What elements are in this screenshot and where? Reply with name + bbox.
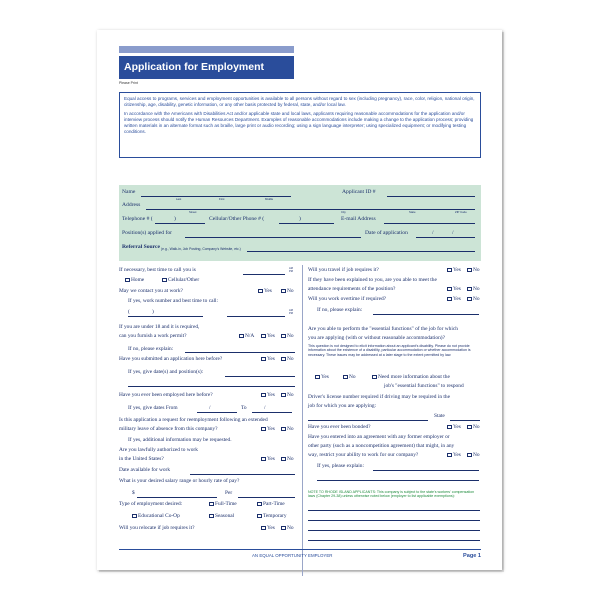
permit-explain-field[interactable]	[185, 352, 295, 353]
title-accent-band	[119, 46, 294, 53]
application-form-page	[97, 30, 502, 570]
relocate-no-checkbox[interactable]	[281, 526, 286, 530]
seasonal-checkbox[interactable]	[209, 514, 214, 518]
license-label-1: Driver's license number required if driving may be required in the	[308, 394, 450, 400]
employed-yes-checkbox[interactable]	[261, 393, 266, 397]
submitted-no[interactable]	[281, 356, 294, 362]
lawfully-no[interactable]	[281, 456, 294, 462]
work-number-open-paren: (	[128, 309, 130, 315]
home-label: Home	[131, 277, 145, 283]
state-label: State	[409, 210, 416, 214]
eeo-paragraph-2: In accordance with the Americans with Disabilities Act and/or applicable state and local laws, applicants requiring reasonable accommodations for the application and/or interview process should notify the Human Resources Department. Examples of reasonable accommodations include making a change to the application process; providing written materials in an alternate format such as braille, large print or audio recording; using a sign language interpreter; using specialized equipment; or modifying testing conditions.	[124, 111, 474, 134]
date-app-slash-2: /	[452, 230, 454, 236]
full-time-label: Full-Time	[215, 501, 237, 507]
lawfully-label-2: in the United States?	[119, 456, 164, 462]
employed-no[interactable]	[281, 392, 294, 398]
to-label: To	[241, 405, 247, 411]
work-time-field[interactable]	[227, 316, 285, 317]
full-time-option[interactable]	[209, 501, 237, 507]
ri-exemptions-field-2[interactable]	[308, 520, 480, 521]
no-label: No	[473, 424, 480, 430]
lawfully-yes-checkbox[interactable]	[261, 457, 266, 461]
leave-label-2: military leave of absence from this company?	[119, 426, 218, 432]
yes-label: Yes	[321, 374, 329, 380]
lawfully-yes[interactable]	[261, 456, 275, 462]
eeo-paragraph-1: Equal access to programs, services and employment opportunities is available to all persons without regard to sex (including pregnancy), race, color, religion, national origin, citizenship, age, disability, genetic information, or any other basis protected by federal, state, and/or local law.	[124, 96, 475, 107]
type-emp-label: Type of employment desired:	[119, 501, 183, 507]
noncompete-label-1: Have you entered into an agreement with any former employer or	[308, 434, 450, 440]
travel-yes[interactable]	[447, 267, 461, 273]
essential-note: This question is not designed to elicit information about an applicant's disability. Please do not provide information about the existence of a disability, particular accommodation or whether accommodation is necessary. These issues may be addressed at a later stage to the extent permitted by law.	[308, 344, 471, 357]
employed-yes[interactable]	[261, 392, 275, 398]
pm-label: PM	[289, 270, 293, 273]
date-avail-field[interactable]	[190, 474, 295, 475]
additional-info-label: If yes, additional information may be requested.	[128, 437, 232, 443]
permit-yes[interactable]	[261, 333, 275, 339]
license-state-field[interactable]	[450, 420, 480, 421]
date-avail-label: Date available for work	[119, 467, 171, 473]
overtime-no[interactable]	[467, 296, 480, 302]
form-title: Application for Employment	[119, 56, 294, 79]
employed-label: Have you ever been employed here before?	[119, 392, 213, 398]
essential-label-2: you are applying (with or without reasonable accommodation)?	[308, 335, 445, 341]
no-label: No	[287, 356, 294, 362]
telephone-field[interactable]	[155, 223, 205, 224]
salary-label: What is your desired salary range or hourly rate of pay?	[119, 478, 240, 484]
no-label: No	[473, 452, 480, 458]
bonded-no-checkbox[interactable]	[467, 425, 472, 429]
no-label: No	[473, 296, 480, 302]
work-number-field[interactable]	[128, 316, 203, 317]
attendance-yes-checkbox[interactable]	[447, 287, 452, 291]
page-number: Page 1	[463, 553, 482, 559]
employed-to-field[interactable]	[252, 412, 292, 413]
noncompete-yes[interactable]	[447, 452, 461, 458]
part-time-label: Part-Time	[263, 501, 285, 507]
bonded-no[interactable]	[467, 424, 480, 430]
yes-label: Yes	[453, 296, 461, 302]
noncompete-no-checkbox[interactable]	[467, 453, 472, 457]
attendance-yes[interactable]	[447, 286, 461, 292]
per-field[interactable]	[238, 497, 295, 498]
zip-label: ZIP Code	[455, 210, 467, 214]
work-time-ampm: AM PM	[289, 309, 293, 315]
overtime-explain-label: If no, please explain:	[317, 307, 363, 313]
noncompete-explain-label: If yes, please explain:	[317, 463, 364, 469]
overtime-yes[interactable]	[447, 296, 461, 302]
permit-no-checkbox[interactable]	[281, 334, 286, 338]
yes-label: Yes	[267, 456, 275, 462]
home-option[interactable]	[125, 277, 144, 283]
essential-label-1: Are you able to perform the "essential functions" of the job for which	[308, 326, 458, 332]
best-time-ampm	[289, 267, 293, 273]
please-print-note: Please Print	[119, 81, 138, 85]
referral-hint: (e.g., Walk-in, Job Posting, Company's Website, etc.)	[161, 247, 241, 251]
cell-label: Cellular/Other Phone # (	[209, 216, 265, 222]
first-label: First	[219, 197, 225, 201]
work-number-label: If yes, work number and best time to call:	[128, 298, 218, 304]
yes-label: Yes	[267, 333, 275, 339]
per-label: Per	[225, 490, 233, 496]
to-slash: /	[264, 405, 266, 411]
essential-no-checkbox[interactable]	[343, 375, 348, 379]
overtime-label: Will you work overtime if required?	[308, 296, 387, 302]
permit-na-checkbox[interactable]	[239, 334, 244, 338]
need-more-label-2: job's "essential functions" to respond	[384, 383, 464, 389]
no-label: No	[287, 288, 294, 294]
part-time-option[interactable]	[257, 501, 285, 507]
permit-yes-checkbox[interactable]	[261, 334, 266, 338]
position-field[interactable]	[185, 237, 361, 238]
eeo-statement-box	[119, 92, 481, 158]
yes-label: Yes	[264, 288, 272, 294]
overtime-yes-checkbox[interactable]	[447, 297, 452, 301]
need-more-option[interactable]	[372, 374, 450, 380]
coop-label: Educational Co-Op	[138, 513, 180, 519]
am-label: AM	[289, 267, 293, 270]
cellular-checkbox[interactable]	[162, 278, 167, 282]
noncompete-explain-field-1[interactable]	[373, 470, 479, 471]
travel-yes-checkbox[interactable]	[447, 268, 452, 272]
attendance-label-1: If they have been explained to you, are you able to meet the	[308, 277, 437, 283]
last-label: Last	[176, 197, 182, 201]
city-label: City	[341, 210, 346, 214]
coop-option[interactable]	[132, 513, 180, 519]
yes-label: Yes	[267, 392, 275, 398]
applicant-id-label: Applicant ID #	[342, 189, 376, 195]
noncompete-explain-field-2[interactable]	[317, 480, 479, 481]
submitted-dates-field[interactable]	[225, 376, 295, 377]
contact-work-yes[interactable]	[258, 288, 272, 294]
salary-field[interactable]	[137, 497, 217, 498]
no-label: No	[287, 426, 294, 432]
overtime-explain-field[interactable]	[373, 314, 479, 315]
noncompete-no[interactable]	[467, 452, 480, 458]
from-slash: /	[209, 405, 211, 411]
middle-label: Middle	[265, 197, 274, 201]
cell-close-paren: )	[299, 216, 301, 222]
submitted-label: Have you submitted an application here before?	[119, 356, 223, 362]
full-time-checkbox[interactable]	[209, 502, 214, 506]
under18-label: If you are under 18 and it is required,	[119, 324, 200, 330]
license-state-label: State	[434, 413, 445, 419]
permit-explain-label: If no, please explain:	[128, 346, 174, 352]
cellular-option[interactable]	[162, 277, 199, 283]
no-label: No	[287, 456, 294, 462]
noncompete-label-3: way, restrict your ability to work for our company?	[308, 452, 419, 458]
relocate-no[interactable]	[281, 525, 294, 531]
yes-label: Yes	[453, 424, 461, 430]
rhode-island-note: NOTE TO RHODE ISLAND APPLICANTS: This company is subject to the state's workers' compensation laws (Chapter 29-38) unless otherwise noted below (employer to list applicable exemptions):	[308, 490, 475, 499]
yes-label: Yes	[453, 286, 461, 292]
no-label: No	[287, 333, 294, 339]
seasonal-label: Seasonal	[215, 513, 235, 519]
overtime-no-checkbox[interactable]	[467, 297, 472, 301]
ri-exemptions-field-1[interactable]	[308, 510, 480, 511]
bonded-yes[interactable]	[447, 424, 461, 430]
temporary-checkbox[interactable]	[257, 514, 262, 518]
temporary-option[interactable]	[257, 513, 287, 519]
relocate-label: Will you relocate if job requires it?	[119, 525, 195, 531]
attendance-no-checkbox[interactable]	[467, 287, 472, 291]
no-label: No	[287, 525, 294, 531]
submitted-dates-label: If yes, give date(s) and position(s):	[128, 369, 204, 375]
travel-label: Will you travel if job requires it?	[308, 267, 379, 273]
yes-label: Yes	[453, 267, 461, 273]
bonded-label: Have you ever been bonded?	[308, 424, 371, 430]
contact-work-yes-checkbox[interactable]	[258, 289, 263, 293]
email-field[interactable]	[384, 223, 475, 224]
contact-work-label: May we contact you at work?	[119, 288, 183, 294]
yes-label: Yes	[453, 452, 461, 458]
relocate-yes-checkbox[interactable]	[261, 526, 266, 530]
work-number-close-paren: )	[152, 309, 154, 315]
seasonal-option[interactable]	[209, 513, 234, 519]
home-checkbox[interactable]	[125, 278, 130, 282]
yes-label: Yes	[267, 525, 275, 531]
submitted-no-checkbox[interactable]	[281, 357, 286, 361]
bonded-yes-checkbox[interactable]	[447, 425, 452, 429]
salary-dollar: $	[132, 490, 135, 496]
name-label: Name	[122, 189, 136, 195]
date-app-label: Date of application	[365, 230, 408, 236]
footer-rule	[119, 549, 481, 550]
submitted-dates-field-2[interactable]	[128, 386, 295, 387]
coop-checkbox[interactable]	[132, 514, 137, 518]
employed-no-checkbox[interactable]	[281, 393, 286, 397]
permit-no[interactable]	[281, 333, 294, 339]
employed-from-label: If yes, give dates From	[128, 405, 178, 411]
address-label: Address	[122, 202, 141, 208]
submitted-yes[interactable]	[261, 356, 275, 362]
no-label: No	[287, 392, 294, 398]
best-time-field[interactable]	[243, 274, 285, 275]
date-app-slash-1: /	[432, 230, 434, 236]
need-more-checkbox[interactable]	[372, 375, 377, 379]
part-time-checkbox[interactable]	[257, 502, 262, 506]
leave-yes-checkbox[interactable]	[261, 427, 266, 431]
referral-label: Referral Source	[122, 244, 160, 250]
no-label: No	[473, 267, 480, 273]
lawfully-no-checkbox[interactable]	[281, 457, 286, 461]
date-app-field[interactable]	[416, 237, 475, 238]
street-label: Street	[189, 210, 197, 214]
permit-na[interactable]	[239, 333, 254, 339]
eoe-footer: AN EQUAL OPPORTUNITY EMPLOYER	[252, 553, 333, 558]
leave-label-1: Is this application a request for reemployment following an extended	[119, 417, 268, 423]
column-divider	[302, 265, 303, 576]
essential-no[interactable]	[343, 374, 356, 380]
noncompete-label-2: other party (such as a noncompetition agreement) that might, in any	[308, 443, 455, 449]
personal-info-section	[119, 185, 481, 261]
travel-no[interactable]	[467, 267, 480, 273]
permit-label: can you furnish a work permit?	[119, 333, 187, 339]
ri-exemptions-field-3[interactable]	[308, 530, 480, 531]
essential-yes[interactable]	[315, 374, 329, 380]
na-label: N/A	[245, 333, 255, 339]
position-label: Position(s) applied for	[122, 230, 173, 236]
no-label: No	[349, 374, 356, 380]
referral-field[interactable]	[247, 251, 475, 252]
cell-field[interactable]	[279, 223, 334, 224]
license-label-2: job for which you are applying:	[308, 403, 377, 409]
attendance-no[interactable]	[467, 286, 480, 292]
lawfully-label-1: Are you lawfully authorized to work	[119, 447, 198, 453]
employed-from-field[interactable]	[197, 412, 237, 413]
leave-yes[interactable]	[261, 426, 275, 432]
license-number-field[interactable]	[308, 420, 428, 421]
noncompete-yes-checkbox[interactable]	[447, 453, 452, 457]
leave-no[interactable]	[281, 426, 294, 432]
applicant-id-field[interactable]	[387, 196, 475, 197]
leave-no-checkbox[interactable]	[281, 427, 286, 431]
telephone-close-paren: )	[174, 216, 176, 222]
best-time-label: If necessary, best time to call you is	[119, 267, 196, 273]
travel-no-checkbox[interactable]	[467, 268, 472, 272]
need-more-label-1: Need more information about the	[378, 374, 450, 380]
email-label: E-mail Address	[341, 216, 376, 222]
telephone-label: Telephone # (	[122, 216, 153, 222]
ri-exemptions-field-4[interactable]	[308, 540, 480, 541]
contact-work-no-checkbox[interactable]	[281, 289, 286, 293]
contact-work-no[interactable]	[281, 288, 294, 294]
no-label: No	[473, 286, 480, 292]
yes-label: Yes	[267, 356, 275, 362]
essential-yes-checkbox[interactable]	[315, 375, 320, 379]
temporary-label: Temporary	[263, 513, 287, 519]
yes-label: Yes	[267, 426, 275, 432]
cellular-label: Cellular/Other	[168, 277, 200, 283]
submitted-yes-checkbox[interactable]	[261, 357, 266, 361]
attendance-label-2: attendance requirements of the position?	[308, 286, 396, 292]
relocate-yes[interactable]	[261, 525, 275, 531]
